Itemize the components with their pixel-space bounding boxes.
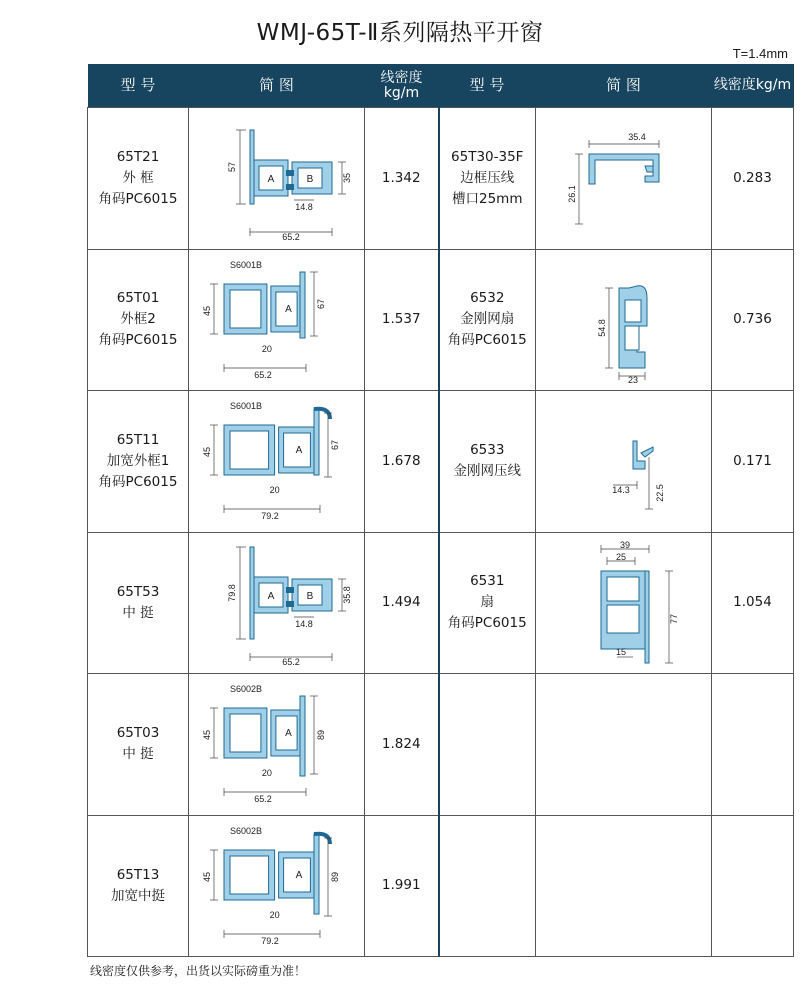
profile-drawing <box>549 114 699 242</box>
dimension-label: 23 <box>627 374 638 384</box>
model-text-line: 6533 <box>470 442 505 459</box>
model-text-line: 6532 <box>470 290 505 307</box>
dimension-label: 89 <box>329 871 340 882</box>
dimension-label: 14.3 <box>611 485 630 496</box>
page-title: WMJ-65T-Ⅱ系列隔热平开窗 <box>256 20 544 46</box>
model-cell <box>88 815 189 957</box>
dimension-label: A <box>267 174 274 186</box>
dimension-label: 45 <box>201 305 212 316</box>
density-cell: 1.494 <box>365 532 439 674</box>
model-text-line: 角码PC6015 <box>447 615 527 632</box>
model-text-line: 中 挺 <box>122 604 154 621</box>
profile-drawing <box>549 539 699 667</box>
header-drawing: 简 图 <box>189 64 365 108</box>
profile-table <box>87 64 794 957</box>
dimension-label: 14.8 <box>294 618 313 629</box>
dimension-label: 89 <box>315 730 326 741</box>
profile-drawing <box>202 680 352 808</box>
table-row <box>88 674 794 816</box>
dimension-label: 65.2 <box>253 794 272 805</box>
drawing-cell <box>189 674 365 816</box>
dimension-label: 45 <box>201 730 212 741</box>
dimension-label: 20 <box>269 909 280 920</box>
model-cell <box>88 532 189 674</box>
density-cell <box>712 674 794 816</box>
model-text-line: 金刚网扇 <box>460 311 515 328</box>
dimension-label: B <box>306 174 313 186</box>
model-cell <box>439 108 536 250</box>
drawing-cell <box>189 815 365 957</box>
model-text-line: 加宽中挺 <box>111 887 165 904</box>
table-row <box>88 249 794 391</box>
model-text-line: 金刚网压线 <box>453 463 521 480</box>
density-cell: 0.171 <box>712 391 794 533</box>
dimension-label: 20 <box>269 485 280 496</box>
drawing-cell <box>189 391 365 533</box>
dimension-label: B <box>306 590 313 602</box>
dimension-label: S6001B <box>229 401 262 412</box>
profile-drawing <box>549 256 699 384</box>
model-text-line: 槽口25mm <box>452 190 523 207</box>
profile-drawing <box>202 114 352 242</box>
drawing-cell <box>189 249 365 391</box>
density-cell: 1.678 <box>365 391 439 533</box>
model-cell <box>439 532 536 674</box>
model-cell <box>88 674 189 816</box>
model-text-line: 外框2 <box>120 311 156 328</box>
model-text-line: 扇 <box>480 594 494 611</box>
dimension-label: 65.2 <box>253 369 272 380</box>
dimension-label: 57 <box>226 162 237 173</box>
header-density: 线密度kg/m <box>712 64 794 108</box>
drawing-cell <box>536 391 712 533</box>
profile-drawing <box>549 397 699 525</box>
model-text-line: 角码PC6015 <box>447 332 527 349</box>
drawing-cell <box>536 108 712 250</box>
drawing-cell <box>536 249 712 391</box>
dimension-label: 35 <box>341 173 352 184</box>
model-text-line: 65T11 <box>116 431 160 448</box>
model-text-line: 6531 <box>470 573 505 590</box>
dimension-label: 20 <box>261 343 272 354</box>
dimension-label: 67 <box>315 298 326 309</box>
dimension-label: 65.2 <box>281 656 300 667</box>
model-cell <box>439 815 536 957</box>
dimension-label: 65.2 <box>281 232 300 243</box>
drawing-cell <box>536 532 712 674</box>
header-drawing: 简 图 <box>536 64 712 108</box>
drawing-cell <box>536 815 712 957</box>
density-cell: 1.342 <box>365 108 439 250</box>
table-header <box>88 64 794 108</box>
dimension-label: S6002B <box>229 825 262 836</box>
model-cell <box>88 108 189 250</box>
dimension-label: 79.8 <box>226 583 237 602</box>
footnote: 线密度仅供参考，出货以实际磅重为准！ <box>90 964 307 978</box>
profile-drawing <box>202 397 352 525</box>
model-text-line: 65T03 <box>116 725 160 742</box>
profile-drawing <box>202 539 352 667</box>
density-cell: 0.283 <box>712 108 794 250</box>
dimension-label: 45 <box>201 871 212 882</box>
density-cell: 1.824 <box>365 674 439 816</box>
profile-drawing <box>202 256 352 384</box>
dimension-label: 79.2 <box>260 935 279 946</box>
table-row <box>88 532 794 674</box>
model-text-line: 中 挺 <box>122 746 154 763</box>
dimension-label: 25 <box>615 551 626 562</box>
model-text-line: 加宽外框1 <box>106 452 170 469</box>
dimension-label: S6001B <box>229 259 262 270</box>
model-text-line: 65T53 <box>116 583 160 600</box>
density-cell <box>712 815 794 957</box>
dimension-label: 15 <box>615 646 626 657</box>
table-row <box>88 108 794 250</box>
dimension-label: S6002B <box>229 684 262 695</box>
dimension-label: A <box>295 869 302 881</box>
density-cell: 0.736 <box>712 249 794 391</box>
dimension-label: 35.8 <box>341 585 352 604</box>
header-model: 型 号 <box>88 64 189 108</box>
table-row <box>88 391 794 533</box>
model-text-line: 65T01 <box>116 290 160 307</box>
model-text-line: 边框压线 <box>460 169 515 186</box>
density-cell: 1.537 <box>365 249 439 391</box>
dimension-label: 20 <box>261 768 272 779</box>
density-cell: 1.991 <box>365 815 439 957</box>
dimension-label: 79.2 <box>260 511 279 522</box>
model-text-line: 角码PC6015 <box>98 190 178 207</box>
model-text-line: 外 框 <box>122 169 154 186</box>
drawing-cell <box>536 674 712 816</box>
density-cell: 1.054 <box>712 532 794 674</box>
model-cell <box>439 249 536 391</box>
dimension-label: 45 <box>201 447 212 458</box>
model-text-line: 角码PC6015 <box>98 332 178 349</box>
header-density: 线密度kg/m <box>365 64 439 108</box>
profile-drawing <box>202 822 352 950</box>
dimension-label: 26.1 <box>566 185 577 204</box>
model-text-line: 角码PC6015 <box>98 473 178 490</box>
model-cell <box>439 674 536 816</box>
model-cell <box>439 391 536 533</box>
dimension-label: 35.4 <box>627 132 646 143</box>
dimension-label: 22.5 <box>654 484 665 503</box>
drawing-cell <box>189 108 365 250</box>
model-text-line: 65T21 <box>116 148 160 165</box>
dimension-label: 67 <box>329 440 340 451</box>
wall-thickness: T=1.4mm <box>732 46 788 61</box>
model-cell <box>88 249 189 391</box>
model-cell <box>88 391 189 533</box>
dimension-label: A <box>284 303 292 315</box>
dimension-label: A <box>267 590 274 602</box>
dimension-label: 39 <box>619 539 630 550</box>
header-model: 型 号 <box>439 64 536 108</box>
dimension-label: 54.8 <box>596 318 607 337</box>
model-text-line: 65T30-35F <box>451 148 524 165</box>
dimension-label: A <box>295 445 302 457</box>
drawing-cell <box>189 532 365 674</box>
dimension-label: 77 <box>668 613 679 624</box>
dimension-label: A <box>284 728 292 740</box>
dimension-label: 14.8 <box>294 202 313 213</box>
table-row <box>88 815 794 957</box>
model-text-line: 65T13 <box>116 866 160 883</box>
